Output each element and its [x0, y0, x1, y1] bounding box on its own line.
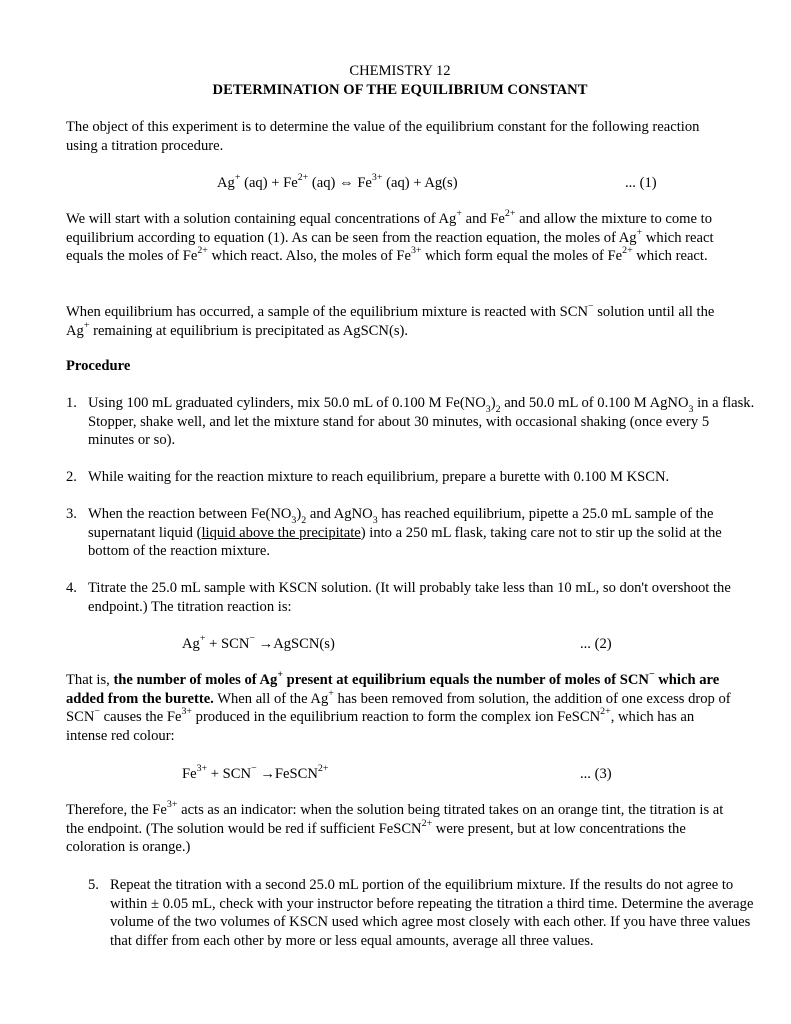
- paragraph-precipitation: When equilibrium has occurred, a sample of the equilibrium mixture is reacted with SCN− solution until all the Ag+ remaining at equilibrium is precipitated as AgSCN(s).: [66, 301, 715, 339]
- document-title: DETERMINATION OF THE EQUILIBRIUM CONSTANT: [212, 82, 588, 98]
- procedure-step-2: 2. While waiting for the reaction mixture to reach equilibrium, prepare a burette with 0.100 M KSCN.: [66, 469, 670, 485]
- paragraph-indicator: Therefore, the $Fe^{3+}$ acts as an indicator: when the solution being titrated takes on an orange tint, the titration is at the endpoint. (The solution would be red if sufficient FeSCN$^{2+}$ were present, but at low concentrations the coloration is orange.): [66, 799, 724, 855]
- equation-1-number: ... (1): [625, 175, 657, 191]
- procedure-step-4: 4. Titrate the 25.0 mL sample with KSCN solution. (It will probably take less than 10 mL, so don't overshoot the endpoint.) The titration reaction is:: [66, 580, 731, 615]
- procedure-heading: Procedure: [66, 358, 131, 374]
- reaction-arrow: →: [258, 636, 274, 652]
- underlined-phrase: liquid above the precipitate: [201, 524, 361, 541]
- equation-1: Ag+ $(aq) + Fe^{2+}$ (aq) ⇔ $Fe^{3+}$ (aq) + Ag(s): [217, 172, 458, 191]
- procedure-step-1: 1. Using 100 mL graduated cylinders, mix 50.0 mL of 0.100 M $Fe(NO_3)_2$ and 50.0 mL of 0.100 M AgNO$_3$ in a flask. Stopper, shake well, and let the mixture stand for about 30 minutes, with occasional shaking (once every 5 minutes or so).: [66, 395, 755, 448]
- intro-paragraph: The object of this experiment is to determine the value of the equilibrium constant for the following reaction using a titration procedure.: [66, 119, 700, 154]
- equation-2: Ag+ + SCN− →AgSCN(s): [182, 633, 335, 652]
- reaction-arrow: →: [260, 766, 275, 782]
- equation-3-number: ... (3): [580, 766, 612, 782]
- course-heading: CHEMISTRY 12: [349, 63, 451, 79]
- paragraph-moles-relationship: That is, the number of moles of Ag+ present at equilibrium equals the number of moles of SCN− which are added from the burette. When all of the Ag+ has been removed from solution, the addition of one excess drop of SCN− causes the $Fe^{3+}$ produced in the equilibrium reaction to form the complex ion FeSCN$^{2+}$, which has an intense red colour:: [66, 669, 731, 744]
- procedure-step-5: 5. Repeat the titration with a second 25.0 mL portion of the equilibrium mixture. If the results do not agree to within ± 0.05 mL, check with your instructor before repeating the titration a third time. Determine the average volume of the two volumes of KSCN used which agree most closely with each other. If you have three values that differ from each other by more or less equal amounts, average all three values.: [88, 877, 754, 949]
- equilibrium-arrow: ⇔: [339, 175, 354, 191]
- equation-2-number: ... (2): [580, 636, 612, 652]
- equation-3: $Fe^{3+} + SCN^-$ →FeSCN$^{2+}$: [182, 763, 329, 782]
- paragraph-equilibrium-setup: We will start with a solution containing equal concentrations of Ag+ and $Fe^{2+}$ and allow the mixture to come to equilibrium according to equation (1). As can be seen from the reaction equation, the moles of Ag+ which react equals the moles of $Fe^{2+}$ which react. Also, the moles of $Fe^{3+}$ which form equal the moles of $Fe^{2+}$ which react.: [66, 208, 714, 264]
- procedure-step-3: 3. When the reaction between $Fe(NO_3)_2$ and AgNO$_3$ has reached equilibrium, pipette a 25.0 mL sample of the supernatant liquid (liquid above the precipitate) into a 250 mL flask, taking care not to stir up the solid at the bottom of the reaction mixture.: [66, 506, 722, 559]
